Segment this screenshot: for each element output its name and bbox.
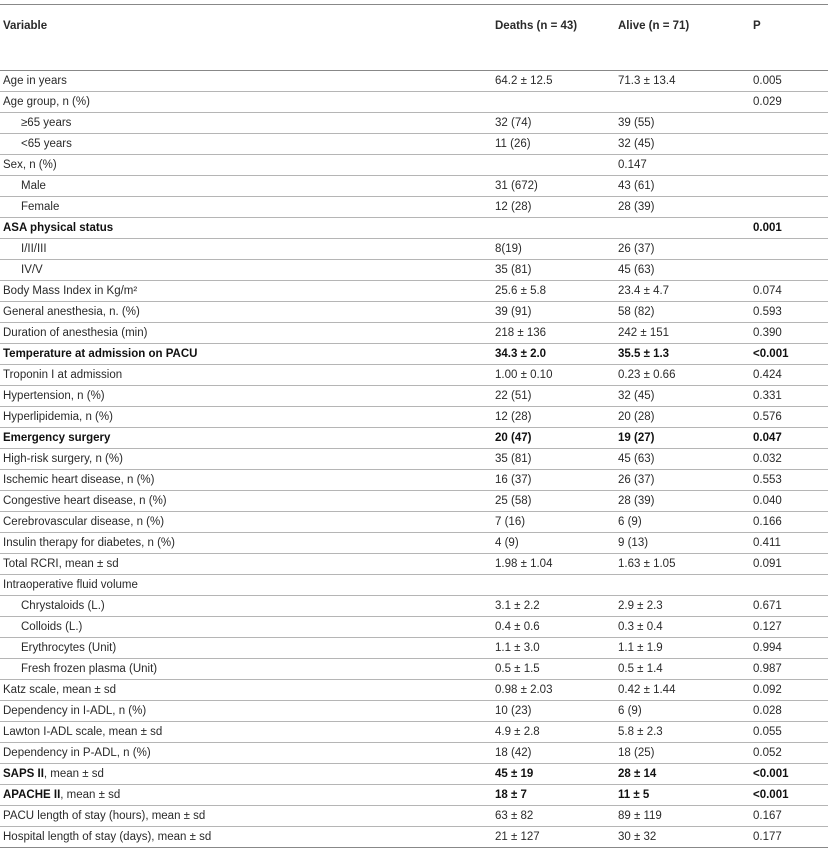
cell-alive: 0.147: [618, 155, 753, 176]
cell-alive: 30 ± 32: [618, 827, 753, 848]
cell-alive: 1.1 ± 1.9: [618, 638, 753, 659]
cell-p: [753, 155, 828, 176]
cell-alive: 0.3 ± 0.4: [618, 617, 753, 638]
cell-deaths: 64.2 ± 12.5: [495, 71, 618, 92]
cell-deaths: 218 ± 136: [495, 323, 618, 344]
label-text: I/II/III: [21, 243, 47, 255]
cell-p: [753, 239, 828, 260]
cell-alive: 18 (25): [618, 743, 753, 764]
cell-deaths: 1.98 ± 1.04: [495, 554, 618, 575]
cell-p: 0.032: [753, 449, 828, 470]
cell-variable: [0, 155, 495, 176]
cell-variable: [0, 428, 495, 449]
cell-p: 0.593: [753, 302, 828, 323]
cell-p: 0.028: [753, 701, 828, 722]
cell-p: 0.091: [753, 554, 828, 575]
cell-variable: [0, 701, 495, 722]
cell-alive: [618, 575, 753, 596]
sub-variable-label: [3, 243, 47, 255]
header-p: P: [753, 5, 828, 71]
cell-variable: [0, 785, 495, 806]
cell-variable: [0, 680, 495, 701]
cell-alive: 89 ± 119: [618, 806, 753, 827]
variable-label: [3, 726, 162, 738]
table-row: [0, 134, 828, 155]
cell-variable: [0, 491, 495, 512]
cell-deaths: 32 (74): [495, 113, 618, 134]
cell-deaths: 63 ± 82: [495, 806, 618, 827]
cell-alive: [618, 92, 753, 113]
variable-label: [3, 495, 167, 507]
cell-variable: [0, 407, 495, 428]
table-row: [0, 701, 828, 722]
table-row: [0, 260, 828, 281]
cell-deaths: 18 (42): [495, 743, 618, 764]
variable-label: [3, 369, 122, 381]
cell-variable: [0, 533, 495, 554]
cell-alive: 0.42 ± 1.44: [618, 680, 753, 701]
sub-variable-label: [3, 642, 116, 654]
label-text: Erythrocytes (Unit): [21, 642, 117, 654]
table-row: [0, 533, 828, 554]
cell-alive: 45 (63): [618, 449, 753, 470]
cell-alive: 32 (45): [618, 134, 753, 155]
variable-label: [3, 558, 119, 570]
label-text: Katz scale, mean ± sd: [3, 684, 117, 696]
cell-alive: 28 ± 14: [618, 764, 753, 785]
cell-alive: 45 (63): [618, 260, 753, 281]
cell-deaths: 22 (51): [495, 386, 618, 407]
cell-p: <0.001: [753, 785, 828, 806]
label-text: Temperature at admission on PACU: [3, 348, 198, 360]
table-row: [0, 680, 828, 701]
table-row: [0, 806, 828, 827]
table-row: [0, 71, 828, 92]
cell-p: 0.411: [753, 533, 828, 554]
label-text: Age group, n (%): [3, 96, 90, 108]
cell-deaths: 25 (58): [495, 491, 618, 512]
cell-variable: [0, 113, 495, 134]
table-row: [0, 218, 828, 239]
label-text: Hypertension, n (%): [3, 390, 105, 402]
label-text: High-risk surgery, n (%): [3, 453, 123, 465]
cell-alive: 26 (37): [618, 239, 753, 260]
cell-p: [753, 197, 828, 218]
cell-variable: [0, 764, 495, 785]
cell-deaths: 1.00 ± 0.10: [495, 365, 618, 386]
cell-deaths: [495, 155, 618, 176]
cell-p: 0.055: [753, 722, 828, 743]
cell-variable: [0, 176, 495, 197]
label-text: Hospital length of stay (days), mean ± sd: [3, 831, 212, 843]
label-text: Troponin I at admission: [3, 369, 123, 381]
label-text: Male: [21, 180, 46, 192]
cell-p: 0.167: [753, 806, 828, 827]
table-row: [0, 764, 828, 785]
label-text: Female: [21, 201, 60, 213]
table-row: [0, 638, 828, 659]
cell-alive: 58 (82): [618, 302, 753, 323]
cell-variable: [0, 449, 495, 470]
label-text: ≥65 years: [21, 117, 72, 129]
label-text: Lawton I-ADL scale, mean ± sd: [3, 726, 163, 738]
cell-deaths: 34.3 ± 2.0: [495, 344, 618, 365]
cell-deaths: 10 (23): [495, 701, 618, 722]
cell-variable: [0, 617, 495, 638]
cell-deaths: [495, 575, 618, 596]
cell-alive: 39 (55): [618, 113, 753, 134]
cell-deaths: 39 (91): [495, 302, 618, 323]
label-text: <65 years: [21, 138, 72, 150]
table-header-row: [0, 5, 828, 71]
cell-p: <0.001: [753, 344, 828, 365]
variable-label: [3, 537, 175, 549]
table-row: [0, 239, 828, 260]
table-row: [0, 344, 828, 365]
variable-label: [3, 789, 120, 801]
label-text: Emergency surgery: [3, 432, 111, 444]
label-text: Congestive heart disease, n (%): [3, 495, 167, 507]
cell-alive: 6 (9): [618, 512, 753, 533]
variable-label: [3, 810, 205, 822]
variable-label: [3, 327, 147, 339]
label-text: Chrystaloids (L.): [21, 600, 105, 612]
table-row: [0, 113, 828, 134]
cell-deaths: 3.1 ± 2.2: [495, 596, 618, 617]
table-body: [0, 71, 828, 848]
variable-label: [3, 96, 90, 108]
variable-label: [3, 684, 116, 696]
label-suffix: , mean ± sd: [43, 768, 104, 780]
label-text: Insulin therapy for diabetes, n (%): [3, 537, 175, 549]
cell-alive: 35.5 ± 1.3: [618, 344, 753, 365]
sub-variable-label: [3, 600, 105, 612]
cell-variable: [0, 92, 495, 113]
cell-p: 0.052: [753, 743, 828, 764]
cell-deaths: 0.5 ± 1.5: [495, 659, 618, 680]
cell-variable: [0, 323, 495, 344]
cell-deaths: 35 (81): [495, 260, 618, 281]
cell-p: 0.424: [753, 365, 828, 386]
cell-variable: [0, 344, 495, 365]
label-text: ASA physical status: [3, 222, 114, 234]
variable-label: [3, 285, 137, 297]
cell-alive: 1.63 ± 1.05: [618, 554, 753, 575]
sub-variable-label: [3, 138, 72, 150]
variable-label: [3, 579, 138, 591]
table-row: [0, 617, 828, 638]
table-row: [0, 470, 828, 491]
label-text: Total RCRI, mean ± sd: [3, 558, 119, 570]
sub-variable-label: [3, 621, 82, 633]
cell-p: [753, 575, 828, 596]
cell-variable: [0, 302, 495, 323]
cell-deaths: [495, 218, 618, 239]
label-text: IV/V: [21, 264, 43, 276]
cell-p: 0.994: [753, 638, 828, 659]
variable-label: [3, 516, 164, 528]
cell-deaths: 7 (16): [495, 512, 618, 533]
cell-p: 0.029: [753, 92, 828, 113]
variable-label: [3, 222, 113, 234]
table-row: [0, 281, 828, 302]
label-text: Body Mass Index in Kg/m²: [3, 285, 138, 297]
cell-deaths: 21 ± 127: [495, 827, 618, 848]
header-variable: Variable: [0, 5, 495, 71]
cell-p: 0.390: [753, 323, 828, 344]
cell-variable: [0, 512, 495, 533]
cell-p: [753, 260, 828, 281]
cell-p: 0.166: [753, 512, 828, 533]
cell-variable: [0, 281, 495, 302]
variable-label: [3, 75, 67, 87]
cell-p: 0.553: [753, 470, 828, 491]
label-text: Hyperlipidemia, n (%): [3, 411, 113, 423]
cell-p: 0.040: [753, 491, 828, 512]
cell-alive: 43 (61): [618, 176, 753, 197]
cell-variable: [0, 218, 495, 239]
cell-alive: 23.4 ± 4.7: [618, 281, 753, 302]
cell-deaths: 45 ± 19: [495, 764, 618, 785]
cell-p: [753, 113, 828, 134]
sub-variable-label: [3, 180, 46, 192]
cell-p: 0.001: [753, 218, 828, 239]
label-text: Cerebrovascular disease, n (%): [3, 516, 165, 528]
label-text: Intraoperative fluid volume: [3, 579, 138, 591]
cell-alive: 71.3 ± 13.4: [618, 71, 753, 92]
cell-variable: [0, 197, 495, 218]
table-row: [0, 554, 828, 575]
table-row: [0, 176, 828, 197]
variable-label: [3, 453, 123, 465]
label-text: Duration of anesthesia (min): [3, 327, 148, 339]
table-row: [0, 722, 828, 743]
variable-label: [3, 390, 105, 402]
cell-p: <0.001: [753, 764, 828, 785]
cell-alive: [618, 218, 753, 239]
cell-p: 0.576: [753, 407, 828, 428]
label-text: SAPS II: [3, 768, 44, 780]
cell-variable: [0, 596, 495, 617]
cell-p: 0.047: [753, 428, 828, 449]
cell-p: 0.331: [753, 386, 828, 407]
cell-variable: [0, 743, 495, 764]
label-text: Dependency in I-ADL, n (%): [3, 705, 147, 717]
cell-alive: 9 (13): [618, 533, 753, 554]
cell-alive: 19 (27): [618, 428, 753, 449]
cell-variable: [0, 260, 495, 281]
cell-p: 0.005: [753, 71, 828, 92]
cell-p: 0.177: [753, 827, 828, 848]
cell-variable: [0, 365, 495, 386]
table-row: [0, 785, 828, 806]
header-alive: Alive (n = 71): [618, 5, 753, 71]
table-row: [0, 491, 828, 512]
cell-variable: [0, 470, 495, 491]
cell-alive: 28 (39): [618, 491, 753, 512]
cell-deaths: 11 (26): [495, 134, 618, 155]
cell-deaths: 0.4 ± 0.6: [495, 617, 618, 638]
cell-p: [753, 176, 828, 197]
sub-variable-label: [3, 264, 43, 276]
cell-alive: 0.5 ± 1.4: [618, 659, 753, 680]
cell-p: 0.671: [753, 596, 828, 617]
label-text: Fresh frozen plasma (Unit): [21, 663, 158, 675]
table-row: [0, 449, 828, 470]
cell-variable: [0, 827, 495, 848]
sub-variable-label: [3, 117, 71, 129]
cell-variable: [0, 575, 495, 596]
table-row: [0, 827, 828, 848]
cell-deaths: 12 (28): [495, 197, 618, 218]
label-text: Age in years: [3, 75, 67, 87]
table-row: [0, 365, 828, 386]
cell-deaths: 16 (37): [495, 470, 618, 491]
variable-label: [3, 768, 104, 780]
cell-deaths: [495, 92, 618, 113]
table-row: [0, 92, 828, 113]
table-row: [0, 428, 828, 449]
table-row: [0, 596, 828, 617]
cell-variable: [0, 659, 495, 680]
label-text: Sex, n (%): [3, 159, 57, 171]
variable-label: [3, 306, 140, 318]
cell-p: 0.092: [753, 680, 828, 701]
variable-label: [3, 747, 151, 759]
table-row: [0, 659, 828, 680]
cell-alive: 11 ± 5: [618, 785, 753, 806]
cell-alive: 0.23 ± 0.66: [618, 365, 753, 386]
cell-variable: [0, 554, 495, 575]
results-table: [0, 4, 828, 848]
table-row: [0, 512, 828, 533]
label-text: Colloids (L.): [21, 621, 83, 633]
variable-label: [3, 474, 154, 486]
cell-variable: [0, 722, 495, 743]
cell-alive: 242 ± 151: [618, 323, 753, 344]
cell-deaths: 4.9 ± 2.8: [495, 722, 618, 743]
header-deaths: Deaths (n = 43): [495, 5, 618, 71]
cell-variable: [0, 638, 495, 659]
cell-variable: [0, 71, 495, 92]
cell-p: 0.127: [753, 617, 828, 638]
cell-deaths: 20 (47): [495, 428, 618, 449]
sub-variable-label: [3, 201, 59, 213]
table-row: [0, 323, 828, 344]
variable-label: [3, 348, 197, 360]
label-text: General anesthesia, n. (%): [3, 306, 140, 318]
table-row: [0, 407, 828, 428]
label-text: PACU length of stay (hours), mean ± sd: [3, 810, 206, 822]
variable-label: [3, 705, 146, 717]
cell-alive: 20 (28): [618, 407, 753, 428]
cell-alive: 5.8 ± 2.3: [618, 722, 753, 743]
label-suffix: , mean ± sd: [60, 789, 121, 801]
cell-deaths: 0.98 ± 2.03: [495, 680, 618, 701]
label-text: APACHE II: [3, 789, 61, 801]
table-row: [0, 743, 828, 764]
label-text: Ischemic heart disease, n (%): [3, 474, 155, 486]
cell-variable: [0, 386, 495, 407]
table-row: [0, 155, 828, 176]
variable-label: [3, 432, 110, 444]
cell-alive: 6 (9): [618, 701, 753, 722]
cell-deaths: 1.1 ± 3.0: [495, 638, 618, 659]
cell-variable: [0, 134, 495, 155]
table-row: [0, 575, 828, 596]
cell-p: 0.074: [753, 281, 828, 302]
table-row: [0, 302, 828, 323]
cell-alive: 28 (39): [618, 197, 753, 218]
cell-p: 0.987: [753, 659, 828, 680]
cell-deaths: 31 (672): [495, 176, 618, 197]
label-text: Dependency in P-ADL, n (%): [3, 747, 151, 759]
cell-deaths: 35 (81): [495, 449, 618, 470]
cell-deaths: 25.6 ± 5.8: [495, 281, 618, 302]
cell-variable: [0, 239, 495, 260]
cell-p: [753, 134, 828, 155]
cell-alive: 32 (45): [618, 386, 753, 407]
cell-deaths: 8(19): [495, 239, 618, 260]
cell-deaths: 18 ± 7: [495, 785, 618, 806]
table-row: [0, 197, 828, 218]
sub-variable-label: [3, 663, 157, 675]
variable-label: [3, 411, 113, 423]
table-row: [0, 386, 828, 407]
cell-alive: 2.9 ± 2.3: [618, 596, 753, 617]
variable-label: [3, 159, 57, 171]
cell-variable: [0, 806, 495, 827]
cell-alive: 26 (37): [618, 470, 753, 491]
cell-deaths: 4 (9): [495, 533, 618, 554]
cell-deaths: 12 (28): [495, 407, 618, 428]
